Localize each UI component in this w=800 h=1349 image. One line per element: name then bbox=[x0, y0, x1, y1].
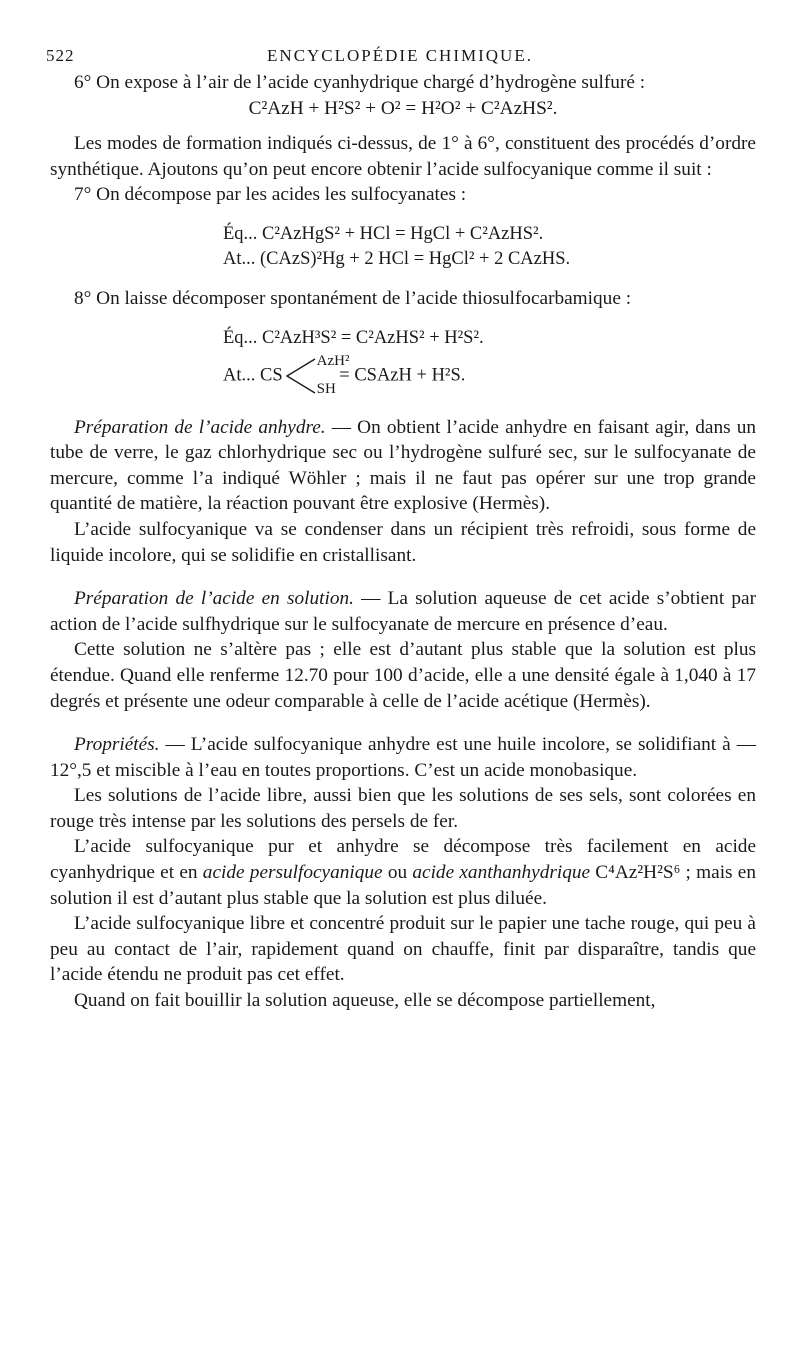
paragraph-solution: Préparation de l’acide en solution. — La solution aqueuse de cet acide s’obtient par action de l’acide sulfhydrique sur le sulfocyanate de mercure en présence d’eau. bbox=[50, 588, 756, 635]
paragraph-proprietes-4: L’acide sulfocyanique libre et concentré produit sur le papier une tache rouge, qui peu à peu au contact de l’air, rapidement quand on chauffe, finit par disparaître, tandis que l’acide étendu ne produit pas cet effet. bbox=[50, 913, 756, 986]
item-8: 8° On laisse décomposer spontanément de l’acide thiosulfocarbamique : bbox=[74, 287, 632, 309]
equation-7-eq: Éq... C²AzHgS² + HCl = HgCl + C²AzHS². bbox=[223, 223, 544, 244]
paragraph-proprietes-3: L’acide sulfocyanique pur et anhydre se décompose très facilement en acide cyanhydrique et en acide persulfocyanique ou acide xanthanhydrique C⁴Az²H²S⁶ ; mais en solution il est d’autant plus stable que la solution est plus diluée. bbox=[50, 836, 757, 909]
equation-8-at bbox=[223, 351, 583, 401]
paragraph-modes: Les modes de formation indiqués ci-dessus, de 1° à 6°, constituent des procédés d’ordre synthétique. Ajoutons qu’on peut encore obtenir l’acide sulfocyanique comme il suit : bbox=[50, 133, 756, 180]
page-number: 522 bbox=[46, 46, 75, 65]
paragraph-proprietes-2: Les solutions de l’acide libre, aussi bien que les solutions de ses sels, sont colorées en rouge très intense par les solutions des persels de fer. bbox=[50, 785, 756, 832]
paragraph-anhydre-2: L’acide sulfocyanique va se condenser dans un récipient très refroidi, sous forme de liquide incolore, qui se solidifie en cristallisant. bbox=[50, 518, 756, 566]
item-6: 6° On expose à l’air de l’acide cyanhydrique chargé d’hydrogène sulfuré : bbox=[74, 72, 646, 93]
section-title-solution: Préparation de l’acide en solution. bbox=[74, 588, 354, 610]
branch-bracket bbox=[283, 351, 350, 401]
paragraph-anhydre: Préparation de l’acide anhydre. — On obtient l’acide anhydre en faisant agir, dans un tube de verre, le gaz chlorhydrique sec ou l’hydrogène sulfuré sec, sur le sulfocyanate de mercure, comme l’a indiqué Wöhler ; mais il ne faut pas opérer sur une trop grande quantité de matière, la réaction pouvant être explosive (Hermès). bbox=[50, 416, 756, 515]
paragraph-solution-2: Cette solution ne s’altère pas ; elle est d’autant plus stable que la solution est plus étendue. Quand elle renferme 12.70 pour 100 d’acide, elle a une densité égale à 1,040 à 17 degrés et présente une odeur comparable à celle de l’acide acétique (Hermès). bbox=[50, 639, 756, 712]
branch-bottom: SH bbox=[316, 380, 336, 397]
page-body bbox=[50, 70, 756, 1014]
equation-block-8 bbox=[223, 326, 583, 401]
equation-block-7 bbox=[223, 222, 583, 272]
paragraph-proprietes: Propriétés. — L’acide sulfocyanique anhydre est une huile incolore, se solidifiant à — 12°,5 et miscible à l’eau en toutes proportions. C’est un acide monobasique. bbox=[50, 734, 756, 781]
section-title-proprietes: Propriétés. bbox=[74, 734, 160, 756]
page-header bbox=[46, 42, 754, 70]
running-title: ENCYCLOPÉDIE CHIMIQUE. bbox=[267, 46, 533, 65]
equation-7-at: At... (CAzS)²Hg + 2 HCl = HgCl² + 2 CAzHS. bbox=[223, 248, 571, 269]
branch-top: AzH² bbox=[316, 352, 350, 369]
section-title-anhydre: Préparation de l’acide anhydre. bbox=[74, 416, 326, 438]
equation-8-at-right: = CSAzH + H²S. bbox=[339, 364, 466, 385]
equation-8-eq: Éq... C²AzH³S² = C²AzHS² + H²S². bbox=[223, 327, 484, 348]
equation-6: C²AzH + H²S² + O² = H²O² + C²AzHS². bbox=[248, 97, 558, 119]
item-7: 7° On décompose par les acides les sulfocyanates : bbox=[74, 184, 467, 206]
paragraph-proprietes-5: Quand on fait bouillir la solution aqueuse, elle se décompose partiellement, bbox=[74, 990, 656, 1012]
equation-8-at-left: At... CS bbox=[223, 364, 283, 385]
